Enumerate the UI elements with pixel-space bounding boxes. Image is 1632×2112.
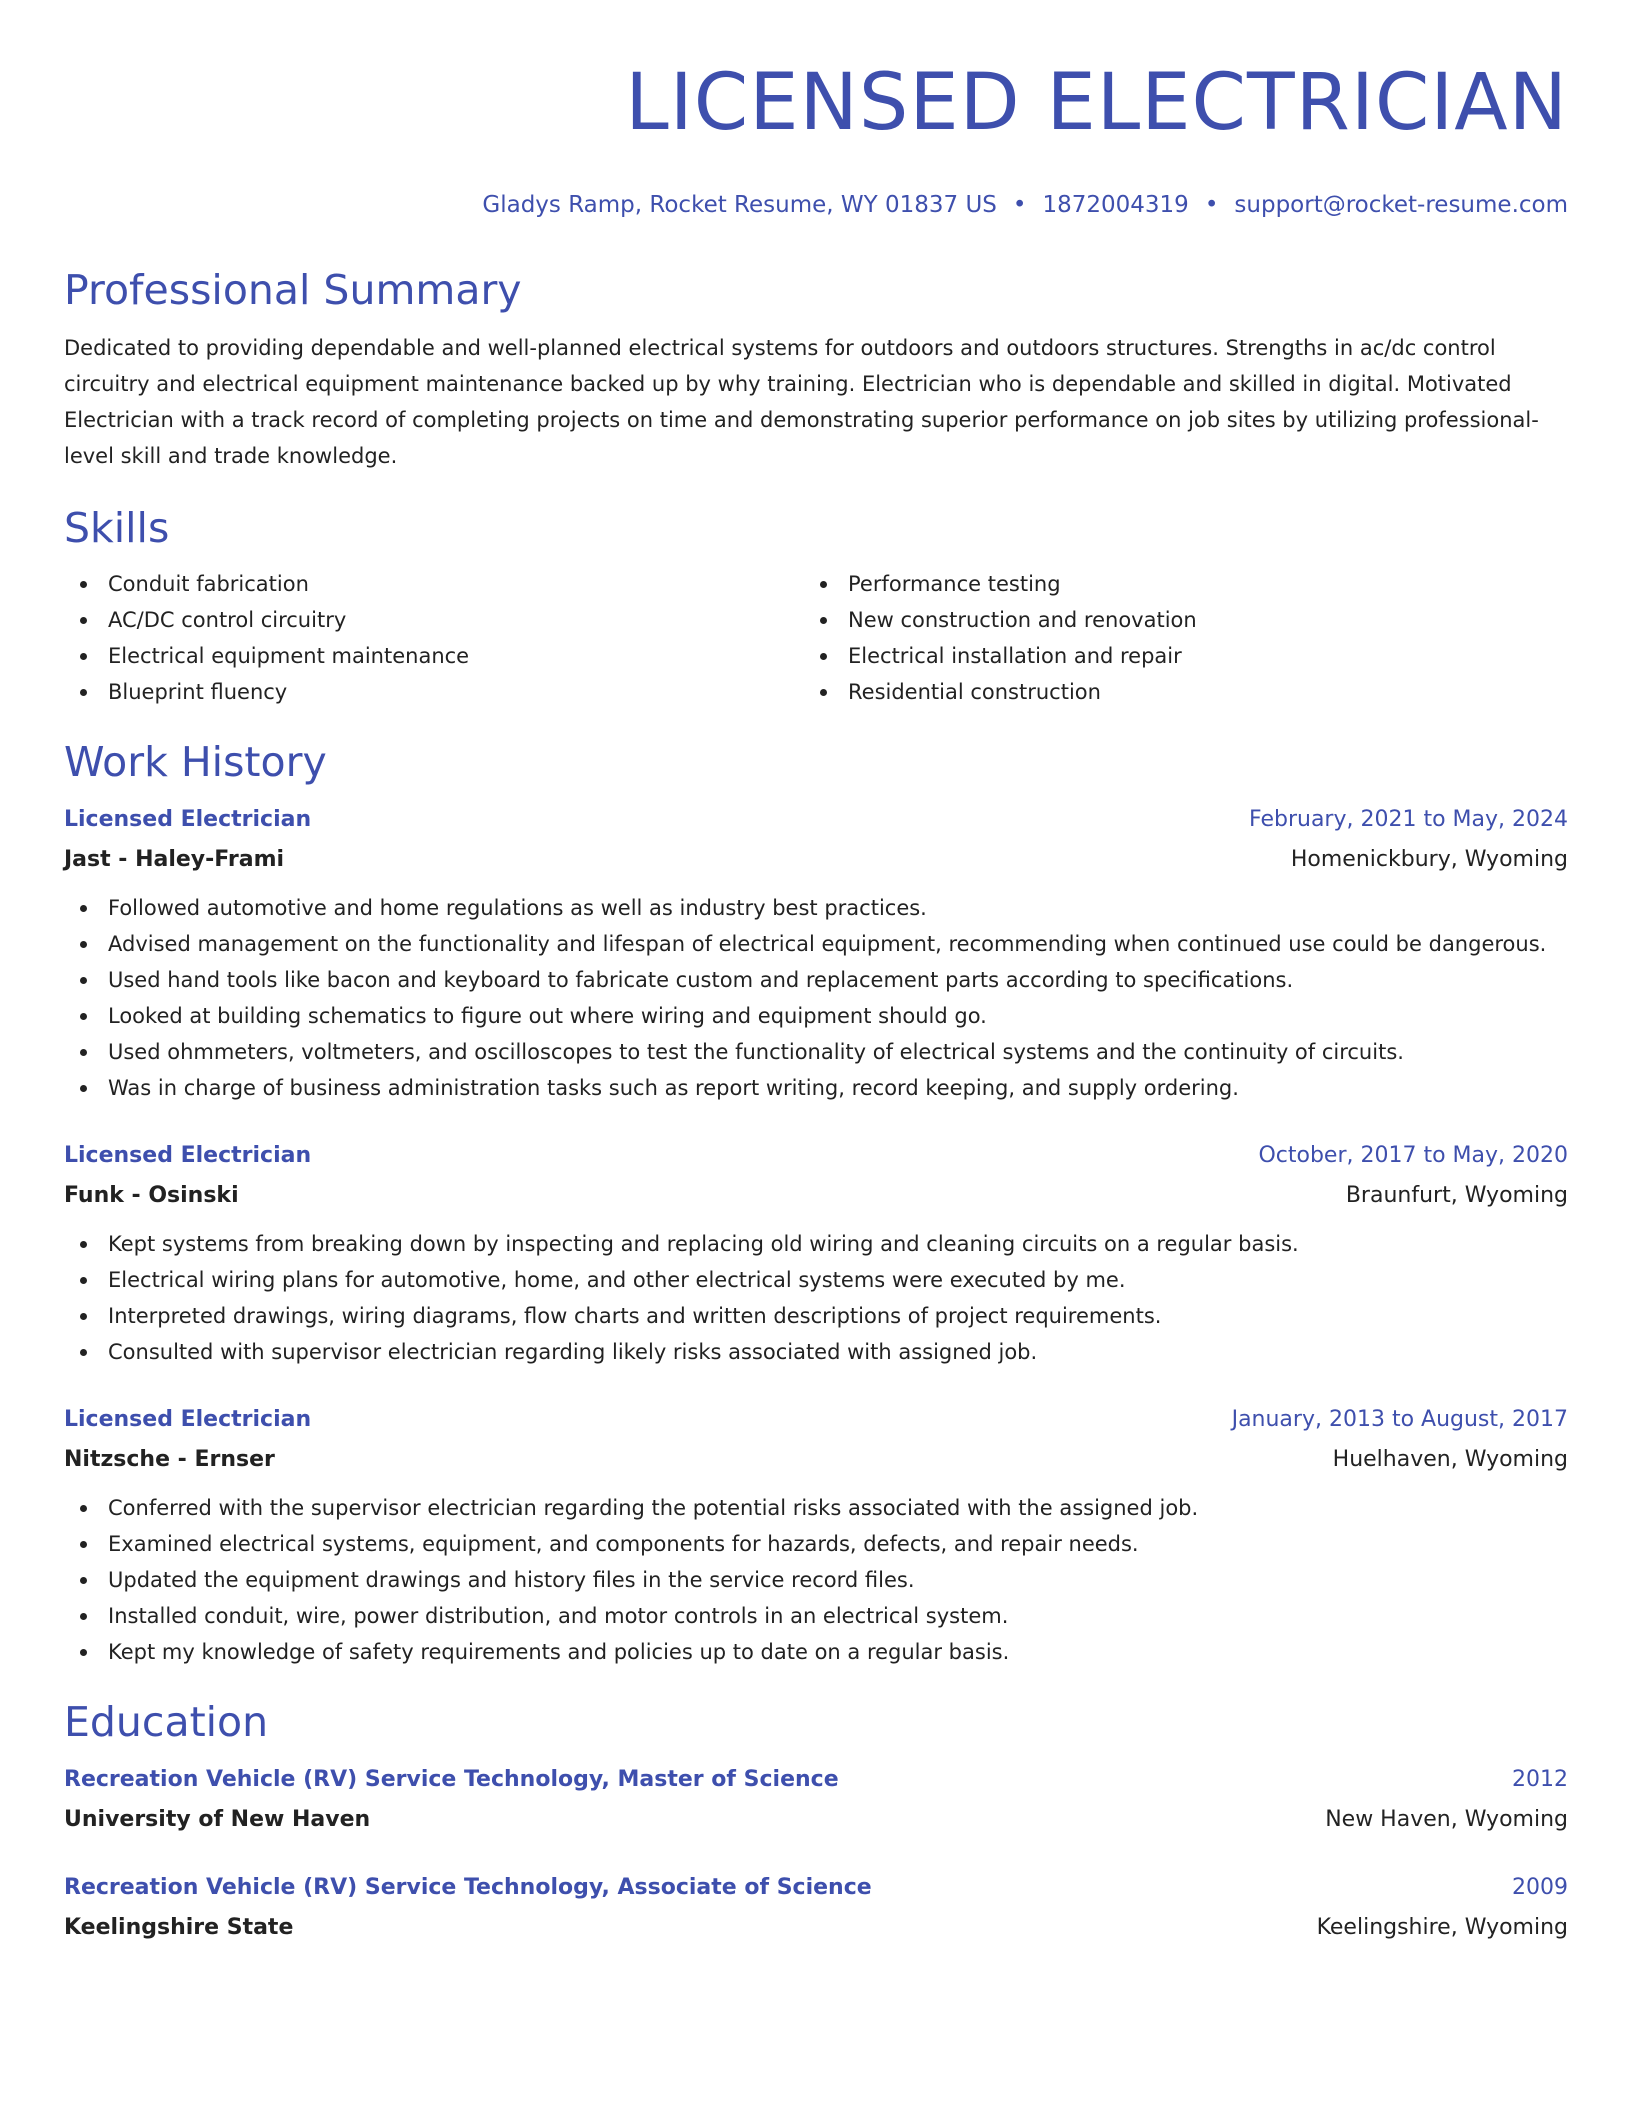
job-bullet: Followed automotive and home regulations as well as industry best practices. [64, 890, 1568, 926]
education-heading: Education [64, 1698, 269, 1746]
job-bullet: Looked at building schematics to figure out where wiring and equipment should go. [64, 998, 1568, 1034]
job-location: Homenickbury, Wyoming [1290, 847, 1568, 872]
skills-heading: Skills [64, 504, 170, 552]
job-bullet: Was in charge of business administration tasks such as report writing, record keeping, and supply ordering. [64, 1070, 1568, 1106]
job-entry [64, 1136, 1568, 1370]
job-bullet: Used hand tools like bacon and keyboard to fabricate custom and replacement parts according to specifications. [64, 962, 1568, 998]
skill-item: Electrical equipment maintenance [64, 638, 804, 674]
contact-email: support@rocket-resume.com [1234, 192, 1568, 218]
job-bullet: Examined electrical systems, equipment, and components for hazards, defects, and repair needs. [64, 1526, 1568, 1562]
job-role: Licensed Electrician [64, 1407, 312, 1432]
contact-phone: 1872004319 [1042, 192, 1189, 218]
job-bullet: Consulted with supervisor electrician regarding likely risks associated with assigned job. [64, 1334, 1568, 1370]
contact-line [64, 190, 1568, 220]
education-location: New Haven, Wyoming [1325, 1807, 1568, 1832]
job-entry [64, 1400, 1568, 1670]
skill-item: Residential construction [804, 674, 1544, 710]
contact-separator: • [1012, 192, 1027, 218]
job-bullet: Interpreted drawings, wiring diagrams, flow charts and written descriptions of project requirements. [64, 1298, 1568, 1334]
job-bullet: Installed conduit, wire, power distribution, and motor controls in an electrical system. [64, 1598, 1568, 1634]
job-role: Licensed Electrician [64, 807, 312, 832]
job-role: Licensed Electrician [64, 1143, 312, 1168]
job-bullet: Conferred with the supervisor electrician regarding the potential risks associated with the assigned job. [64, 1490, 1568, 1526]
skill-item: Electrical installation and repair [804, 638, 1544, 674]
contact-address: Gladys Ramp, Rocket Resume, WY 01837 US [482, 192, 997, 218]
job-dates: October, 2017 to May, 2020 [1258, 1143, 1568, 1168]
work-history-heading: Work History [64, 738, 327, 786]
skill-item: Blueprint fluency [64, 674, 804, 710]
skills-column-left [64, 566, 804, 710]
job-bullet: Used ohmmeters, voltmeters, and oscilloscopes to test the functionality of electrical systems and the continuity of circuits. [64, 1034, 1568, 1070]
job-company: Jast - Haley-Frami [64, 847, 285, 872]
skills-column-right [804, 566, 1544, 710]
education-year: 2012 [1512, 1767, 1568, 1792]
job-company: Funk - Osinski [64, 1183, 239, 1208]
summary-heading: Professional Summary [64, 266, 522, 314]
job-company: Nitzsche - Ernser [64, 1447, 275, 1472]
education-school: University of New Haven [64, 1807, 371, 1832]
education-location: Keelingshire, Wyoming [1316, 1915, 1568, 1940]
job-location: Braunfurt, Wyoming [1345, 1183, 1568, 1208]
education-entry [64, 1760, 1568, 1840]
education-entry [64, 1868, 1568, 1948]
job-bullet: Advised management on the functionality and lifespan of electrical equipment, recommending when continued use could be dangerous. [64, 926, 1568, 962]
education-degree: Recreation Vehicle (RV) Service Technology, Associate of Science [64, 1875, 872, 1900]
contact-separator: • [1204, 192, 1219, 218]
education-school: Keelingshire State [64, 1915, 294, 1940]
summary-text: Dedicated to providing dependable and well-planned electrical systems for outdoors and outdoors structures. Strengths in ac/dc control circuitry and electrical equipment maintenance backed up by why training. Electrician who is dependable and skilled in digital. Motivated Electrician with a track record of completing projects on time and demonstrating superior performance on job sites by utilizing professional-level skill and trade knowledge. [64, 336, 1539, 468]
job-bullet: Electrical wiring plans for automotive, home, and other electrical systems were executed by me. [64, 1262, 1568, 1298]
resume-header [64, 56, 1568, 220]
job-dates: January, 2013 to August, 2017 [1231, 1407, 1568, 1432]
job-bullet: Kept systems from breaking down by inspecting and replacing old wiring and cleaning circuits on a regular basis. [64, 1226, 1568, 1262]
job-entry [64, 800, 1568, 1106]
education-degree: Recreation Vehicle (RV) Service Technology, Master of Science [64, 1767, 839, 1792]
skill-item: New construction and renovation [804, 602, 1544, 638]
skill-item: AC/DC control circuitry [64, 602, 804, 638]
skill-item: Performance testing [804, 566, 1544, 602]
job-dates: February, 2021 to May, 2024 [1249, 807, 1568, 832]
job-location: Huelhaven, Wyoming [1332, 1447, 1568, 1472]
skill-item: Conduit fabrication [64, 566, 804, 602]
job-bullet: Updated the equipment drawings and history files in the service record files. [64, 1562, 1568, 1598]
skills-grid [64, 566, 1568, 710]
job-bullet: Kept my knowledge of safety requirements and policies up to date on a regular basis. [64, 1634, 1568, 1670]
resume-title: LICENSED ELECTRICIAN [625, 58, 1568, 148]
education-year: 2009 [1512, 1875, 1568, 1900]
